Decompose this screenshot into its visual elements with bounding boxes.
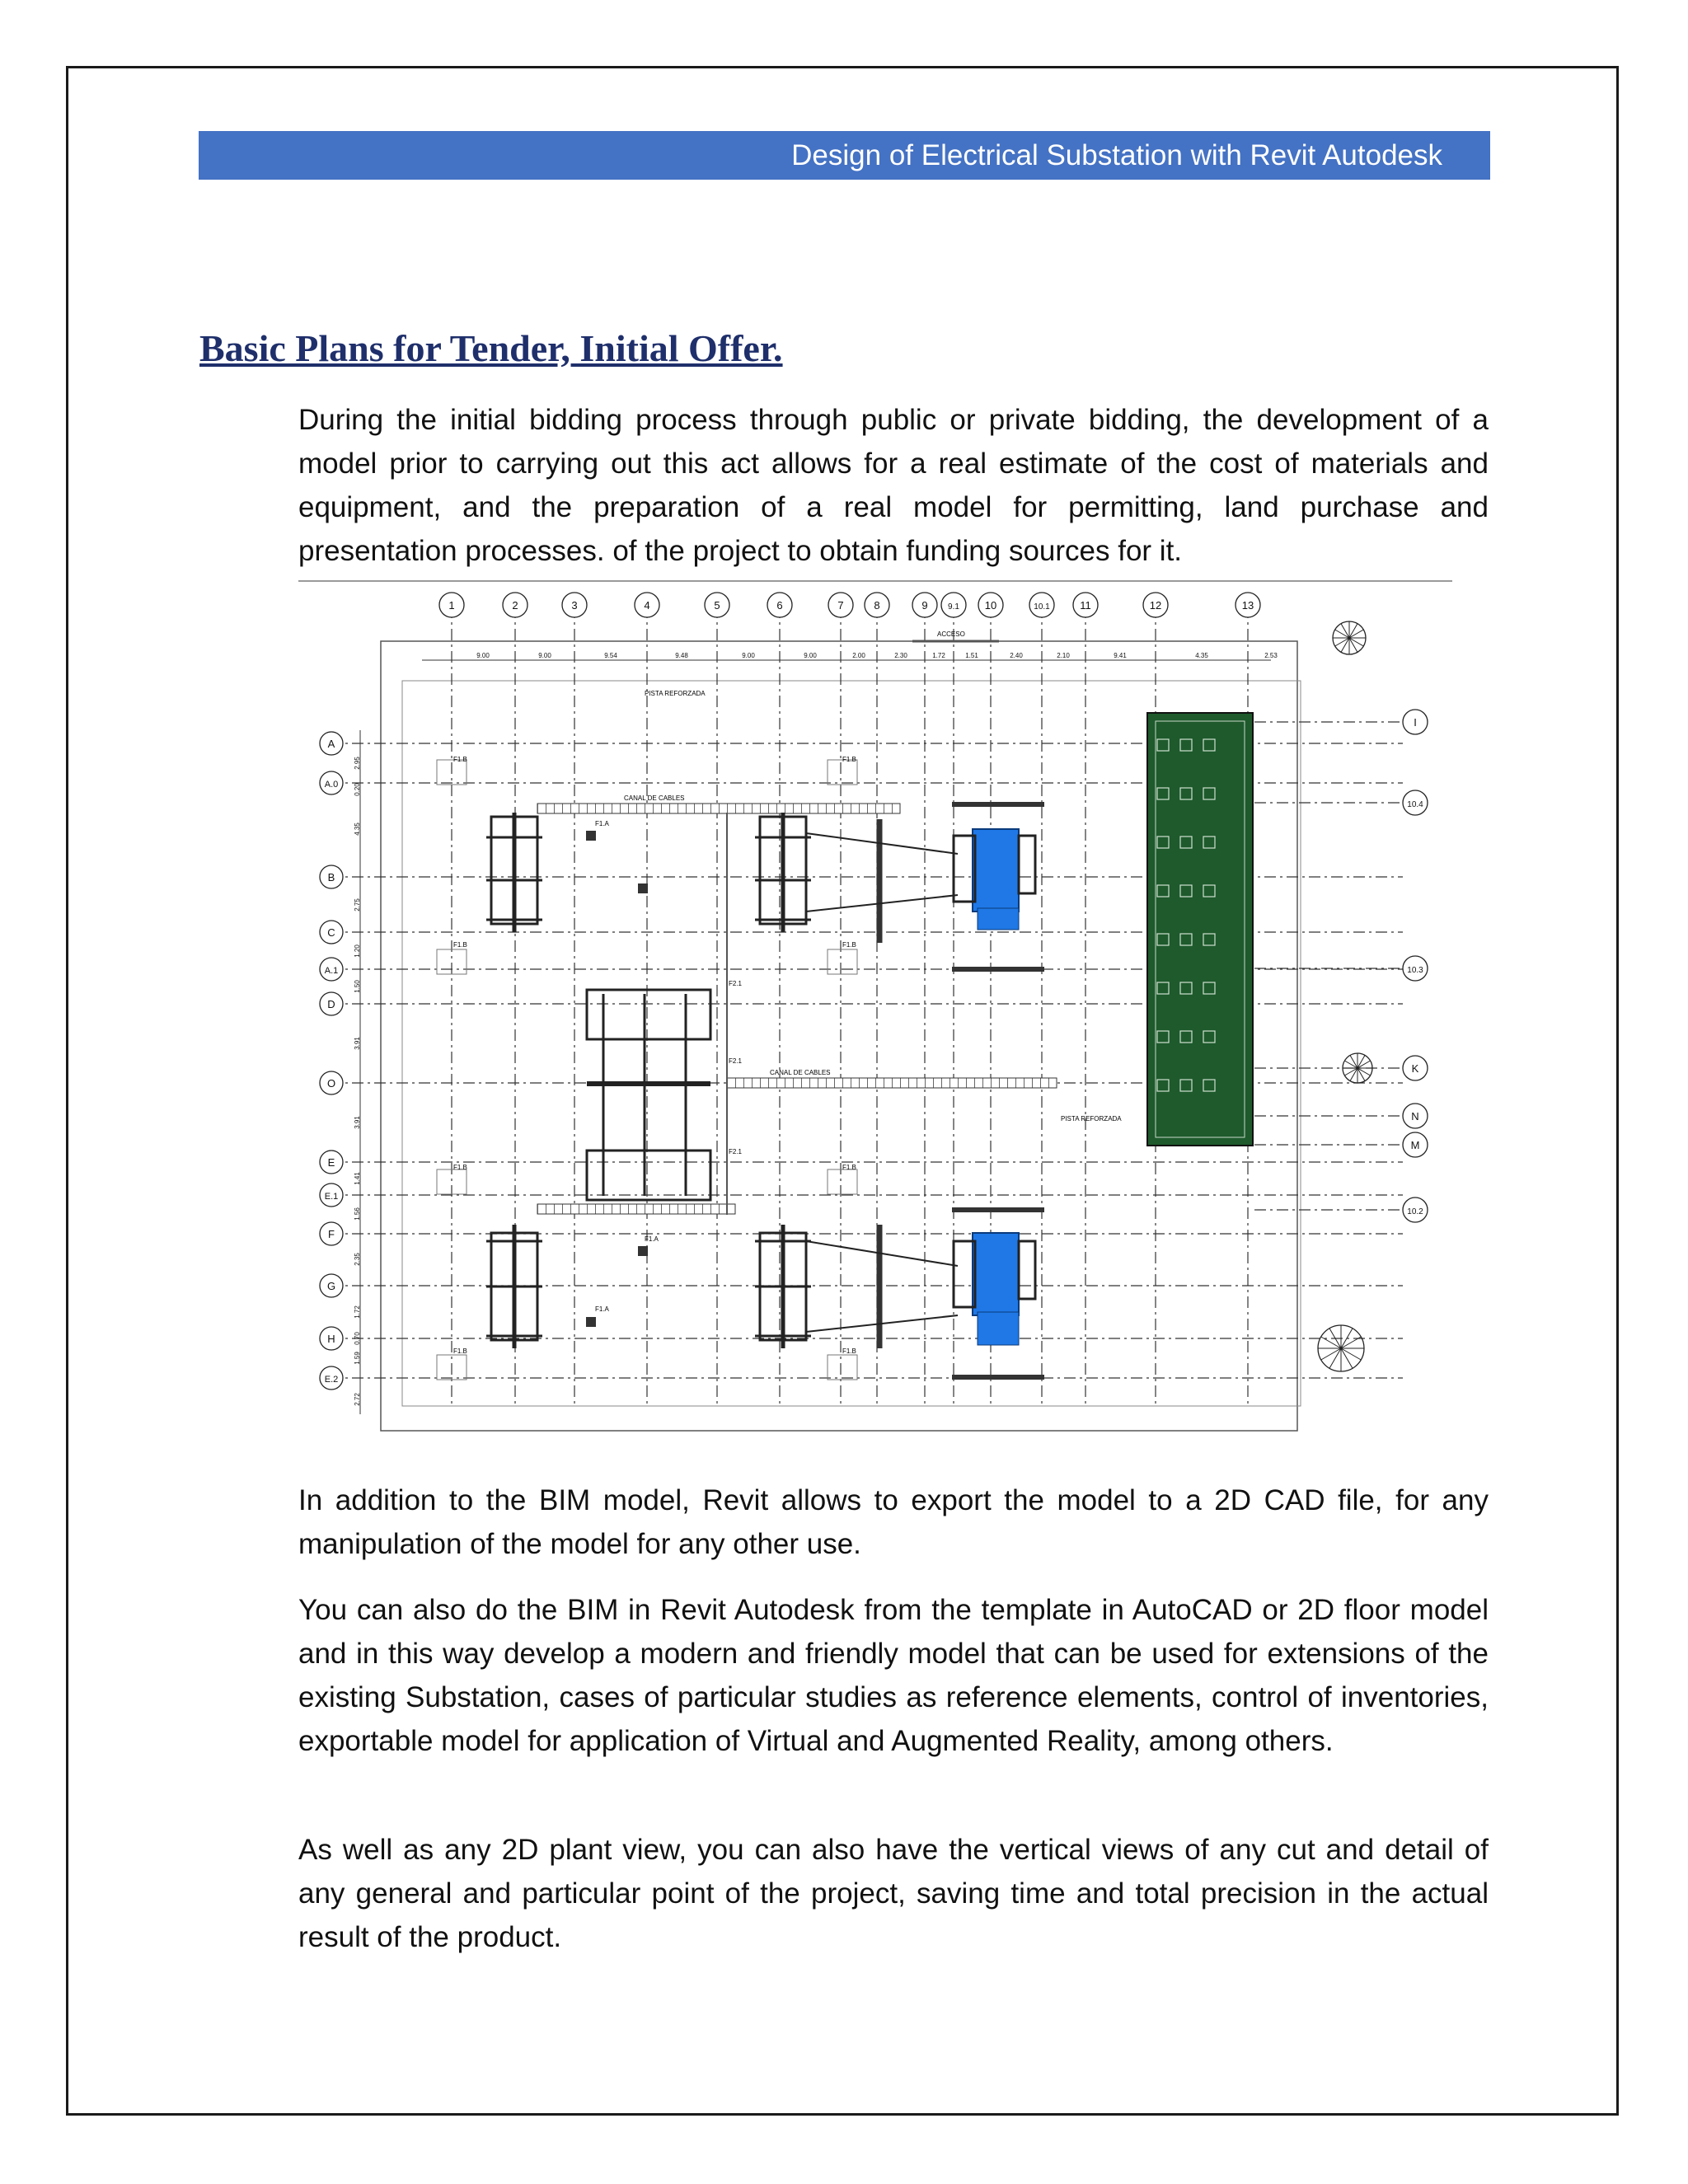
grid-bubble-label: A <box>327 738 335 750</box>
row-grid-bubbles <box>320 732 343 1390</box>
foundation-pier <box>586 1317 596 1327</box>
grid-bubble-label: 1 <box>448 599 455 612</box>
grid-marker-label: 10.3 <box>1407 966 1423 975</box>
dimension-text: 9.48 <box>675 652 688 659</box>
foundation-label: F1.B <box>453 1347 467 1355</box>
section-heading: Basic Plans for Tender, Initial Offer. <box>199 327 783 369</box>
grid-bubble-label: F <box>328 1228 335 1240</box>
dimension-text: 9.00 <box>742 652 755 659</box>
dimension-text: 0.70 <box>354 1332 361 1345</box>
foundation-pier <box>638 1246 648 1256</box>
tree-symbol-top-right <box>1333 621 1366 654</box>
foundation-pad <box>828 1169 857 1194</box>
grid-bubble-label: 10.1 <box>1034 602 1050 612</box>
foundation-label: F1.B <box>842 1164 856 1171</box>
grid-bubble-label: G <box>326 1280 336 1292</box>
foundation-label: F1.A <box>645 1235 659 1243</box>
grid-bubble-label: 9 <box>921 599 928 612</box>
grid-marker-label: I <box>1414 716 1417 729</box>
tree-symbol-bottom-right <box>1318 1325 1364 1371</box>
dimension-text: 4.35 <box>1195 652 1208 659</box>
grid-marker-label: 10.4 <box>1407 800 1423 809</box>
foundation-label: F1.B <box>453 941 467 949</box>
grid-marker-label: K <box>1411 1062 1419 1075</box>
track-label-top: PISTA REFORZADA <box>645 690 706 697</box>
grid-bubble-label: 4 <box>644 599 650 612</box>
dimension-text: 1.72 <box>354 1305 361 1319</box>
paragraph-3: You can also do the BIM in Revit Autodesk from the template in AutoCAD or 2D floor model and in this way develop a modern and friendly model that can be used for extensions of the existing Substation, cases of particular studies as reference elements, control of inventories, exportable model for application of Virtual and Augmented Reality, among others. <box>298 1594 1489 1757</box>
foundation-label: F1.B <box>842 756 856 763</box>
dimension-lines <box>360 660 1271 1414</box>
access-label: ACCESO <box>937 630 965 638</box>
dimension-text: 2.95 <box>354 757 361 770</box>
tree-symbol-middle-right <box>1343 1053 1372 1083</box>
grid-marker-label: 10.2 <box>1407 1207 1423 1216</box>
substation-floor-plan <box>298 582 1493 1455</box>
paragraph-4: As well as any 2D plant view, you can also have the vertical views of any cut and detail of any general and particular point of the project, saving time and total precision in the actual result of the product. <box>298 1834 1489 1953</box>
grid-bubble-label: 11 <box>1080 599 1091 612</box>
grid-bubble-label: E.1 <box>324 1192 339 1202</box>
foundation-pad <box>828 949 857 974</box>
grid-marker-label: M <box>1410 1139 1420 1151</box>
dimension-text: 1.56 <box>354 1207 361 1221</box>
bay-structure-bottom-middle <box>755 1225 958 1348</box>
grid-bubble-label: 12 <box>1149 599 1162 612</box>
grid-marker-label: N <box>1411 1110 1419 1122</box>
foundation-label: F2.1 <box>729 1148 743 1155</box>
grid-bubble-label: 3 <box>571 599 578 612</box>
foundation-label: F1.B <box>453 1164 467 1171</box>
grid-bubble-label: O <box>326 1077 336 1090</box>
dimension-text: 2.53 <box>1264 652 1278 659</box>
cable-channel-bottom <box>537 1204 735 1214</box>
right-grid-markers <box>1403 710 1428 1222</box>
bay-structure-top-left <box>486 813 542 932</box>
grid-bubble-label: A.0 <box>324 780 339 790</box>
dimension-text: 2.40 <box>1010 652 1023 659</box>
cable-channel-top <box>537 804 900 813</box>
grid-bubble-label: 5 <box>714 599 720 612</box>
grid-bubble-label: 7 <box>837 599 844 612</box>
power-transformer-top <box>952 804 1044 969</box>
foundation-label: F1.B <box>842 1347 856 1355</box>
dimension-text: 1.41 <box>354 1172 361 1185</box>
dimension-text: 3.91 <box>354 1116 361 1129</box>
column-grid-bubbles <box>439 593 1260 617</box>
dimension-text: 4.35 <box>354 823 361 836</box>
grid-bubble-label: 10 <box>984 599 997 612</box>
cable-channel-label-top: CANAL DE CABLES <box>624 794 685 802</box>
dimension-text: 2.00 <box>852 652 865 659</box>
dimension-text: 1.51 <box>965 652 978 659</box>
grid-bubble-label: 13 <box>1241 599 1254 612</box>
grid-bubble-label: B <box>327 871 335 883</box>
bay-structure-top-middle <box>755 813 958 943</box>
dimension-text: 2.72 <box>354 1393 361 1406</box>
grid-bubble-label: 6 <box>776 599 783 612</box>
header-title: Design of Electrical Substation with Revit Autodesk <box>791 139 1442 171</box>
dimension-text: 1.72 <box>932 652 945 659</box>
control-building <box>1147 713 1253 1146</box>
power-transformer-bottom <box>952 1210 1044 1377</box>
grid-bubble-label: 8 <box>874 599 880 612</box>
grid-bubble-label: H <box>327 1333 335 1345</box>
paragraph-1: During the initial bidding process through public or private bidding, the development of a model prior to carrying out this act allows for a real estimate of the cost of materials and equipment, and the preparation of a real model for permitting, land purchase and presentation processes. of the project to obtain funding sources for it. <box>298 404 1489 567</box>
cable-channel-middle <box>727 1078 1057 1088</box>
track-label-right: PISTA REFORZADA <box>1061 1115 1122 1122</box>
foundation-pier <box>586 831 596 841</box>
dimension-text: 1.20 <box>354 944 361 958</box>
foundation-label: F2.1 <box>729 1057 743 1065</box>
grid-bubble-label: C <box>327 926 335 939</box>
dimension-text: 9.00 <box>804 652 817 659</box>
dimension-text: 9.41 <box>1114 652 1127 659</box>
dimension-text: 2.75 <box>354 898 361 912</box>
foundation-label: F1.A <box>595 1305 609 1313</box>
dimension-text: 1.50 <box>354 980 361 993</box>
foundation-pad <box>828 1355 857 1380</box>
foundation-label: F1.B <box>842 941 856 949</box>
paragraph-2: In addition to the BIM model, Revit allows to export the model to a 2D CAD file, for any manipulation of the model for any other use. <box>298 1484 1489 1560</box>
dimension-text: 2.35 <box>354 1253 361 1266</box>
dimension-text: 9.54 <box>604 652 617 659</box>
dimension-text: 2.10 <box>1057 652 1070 659</box>
bay-structure-center <box>587 990 710 1200</box>
foundation-label: F2.1 <box>729 980 743 987</box>
bay-structure-bottom-left <box>486 1225 542 1348</box>
dimension-text: 9.00 <box>538 652 551 659</box>
grid-bubble-label: D <box>327 998 335 1010</box>
foundation-pier <box>638 883 648 893</box>
grid-bubble-label: E.2 <box>324 1375 339 1385</box>
grid-bubble-label: 2 <box>512 599 518 612</box>
dimension-text: 1.59 <box>354 1352 361 1365</box>
dimension-text: 2.30 <box>894 652 907 659</box>
header-bar <box>199 131 1490 180</box>
grid-bubble-label: E <box>327 1156 335 1169</box>
foundation-label: F1.A <box>595 820 609 827</box>
foundation-pad <box>828 760 857 785</box>
foundation-label: F1.B <box>453 756 467 763</box>
dimension-text: 9.00 <box>476 652 490 659</box>
cable-channel-label-middle: CANAL DE CABLES <box>770 1069 831 1076</box>
grid-bubble-label: A.1 <box>324 966 339 976</box>
dimension-text: 0.20 <box>354 783 361 796</box>
grid-bubble-label: 9.1 <box>948 602 959 612</box>
dimension-text: 3.91 <box>354 1037 361 1050</box>
